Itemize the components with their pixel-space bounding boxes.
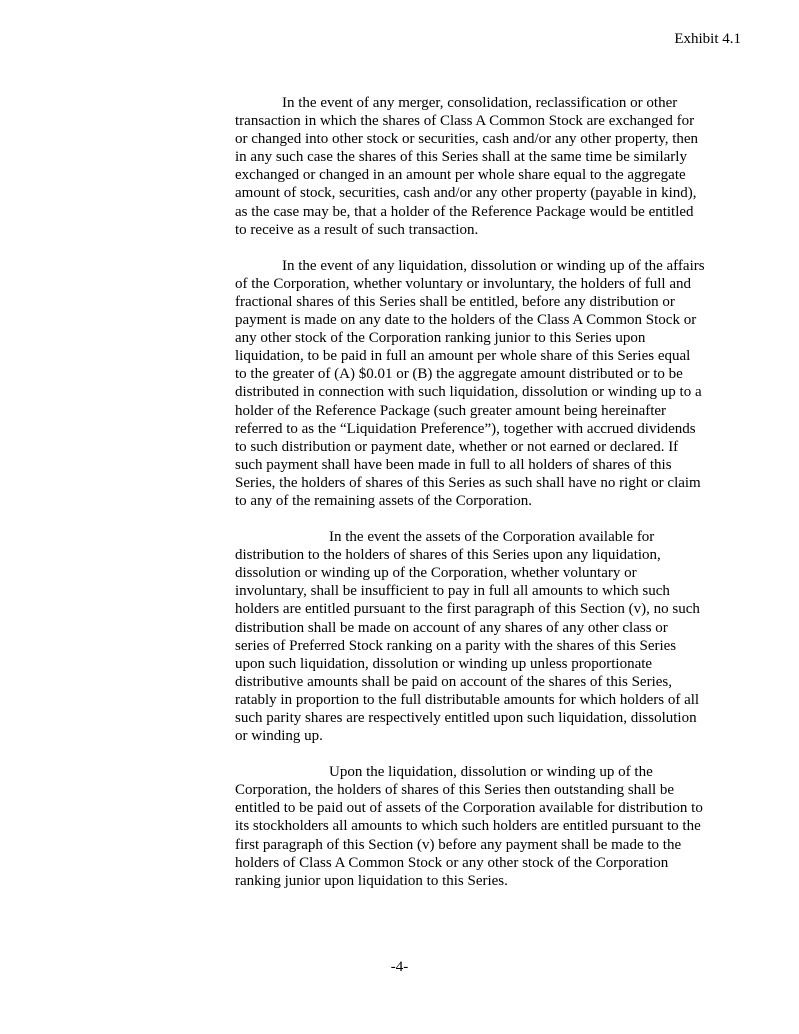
page-number: -4- bbox=[390, 959, 409, 975]
paragraph-merger-exchange: In the event of any merger, consolidation, reclassification or other transaction in which the shares of Class A Common Stock are exchanged for or changed into other stock or securities, cash and/or any other property, then in any such case the shares of this Series shall at the same time be similarly exchanged or changed in an amount per whole share equal to the aggregate amount of stock, securities, cash and/or any other property (payable in kind), as the case may be, that a holder of the Reference Package would be entitled to receive as a result of such transaction. bbox=[235, 95, 699, 238]
exhibit-label: Exhibit 4.1 bbox=[674, 31, 741, 47]
paragraph-payment-priority: Upon the liquidation, dissolution or winding up of the Corporation, the holders of shares of this Series then outstanding shall be entitled to be paid out of assets of the Corporation available for distribution to its stockholders all amounts to which such holders are entitled pursuant to the first paragraph of this Section (v) before any payment shall be made to the holders of Class A Common Stock or any other stock of the Corporation ranking junior upon liquidation to this Series. bbox=[235, 764, 703, 889]
paragraph-insufficient-assets: In the event the assets of the Corporation available for distribution to the holders of shares of this Series upon any liquidation, dissolution or winding up of the Corporation, whether voluntary or involuntary, shall be insufficient to pay in full all amounts to which such holders are entitled pursuant to the first paragraph of this Section (v), no such distribution shall be made on account of any shares of any other class or series of Preferred Stock ranking on a parity with the shares of this Series upon such liquidation, dissolution or winding up unless proportionate distributive amounts shall be paid on account of the shares of this Series, ratably in proportion to the full distributable amounts for which holders of all such parity shares are respectively entitled upon such liquidation, dissolution or winding up. bbox=[235, 529, 700, 745]
document-body bbox=[235, 94, 705, 908]
paragraph-liquidation-preference: In the event of any liquidation, dissolution or winding up of the affairs of the Corporation, whether voluntary or involuntary, the holders of full and fractional shares of this Series shall be entitled, before any distribution or payment is made on any date to the holders of the Class A Common Stock or any other stock of the Corporation ranking junior to this Series upon liquidation, to be paid in full an amount per whole share of this Series equal to the greater of (A) $0.01 or (B) the aggregate amount distributed or to be distributed in connection with such liquidation, dissolution or winding up to a holder of the Reference Package (such greater amount being hereinafter referred to as the “Liquidation Preference”), together with accrued dividends to such distribution or payment date, whether or not earned or declared. If such payment shall have been made in full to all holders of shares of this Series, the holders of shares of this Series as such shall have no right or claim to any of the remaining assets of the Corporation. bbox=[235, 257, 705, 509]
